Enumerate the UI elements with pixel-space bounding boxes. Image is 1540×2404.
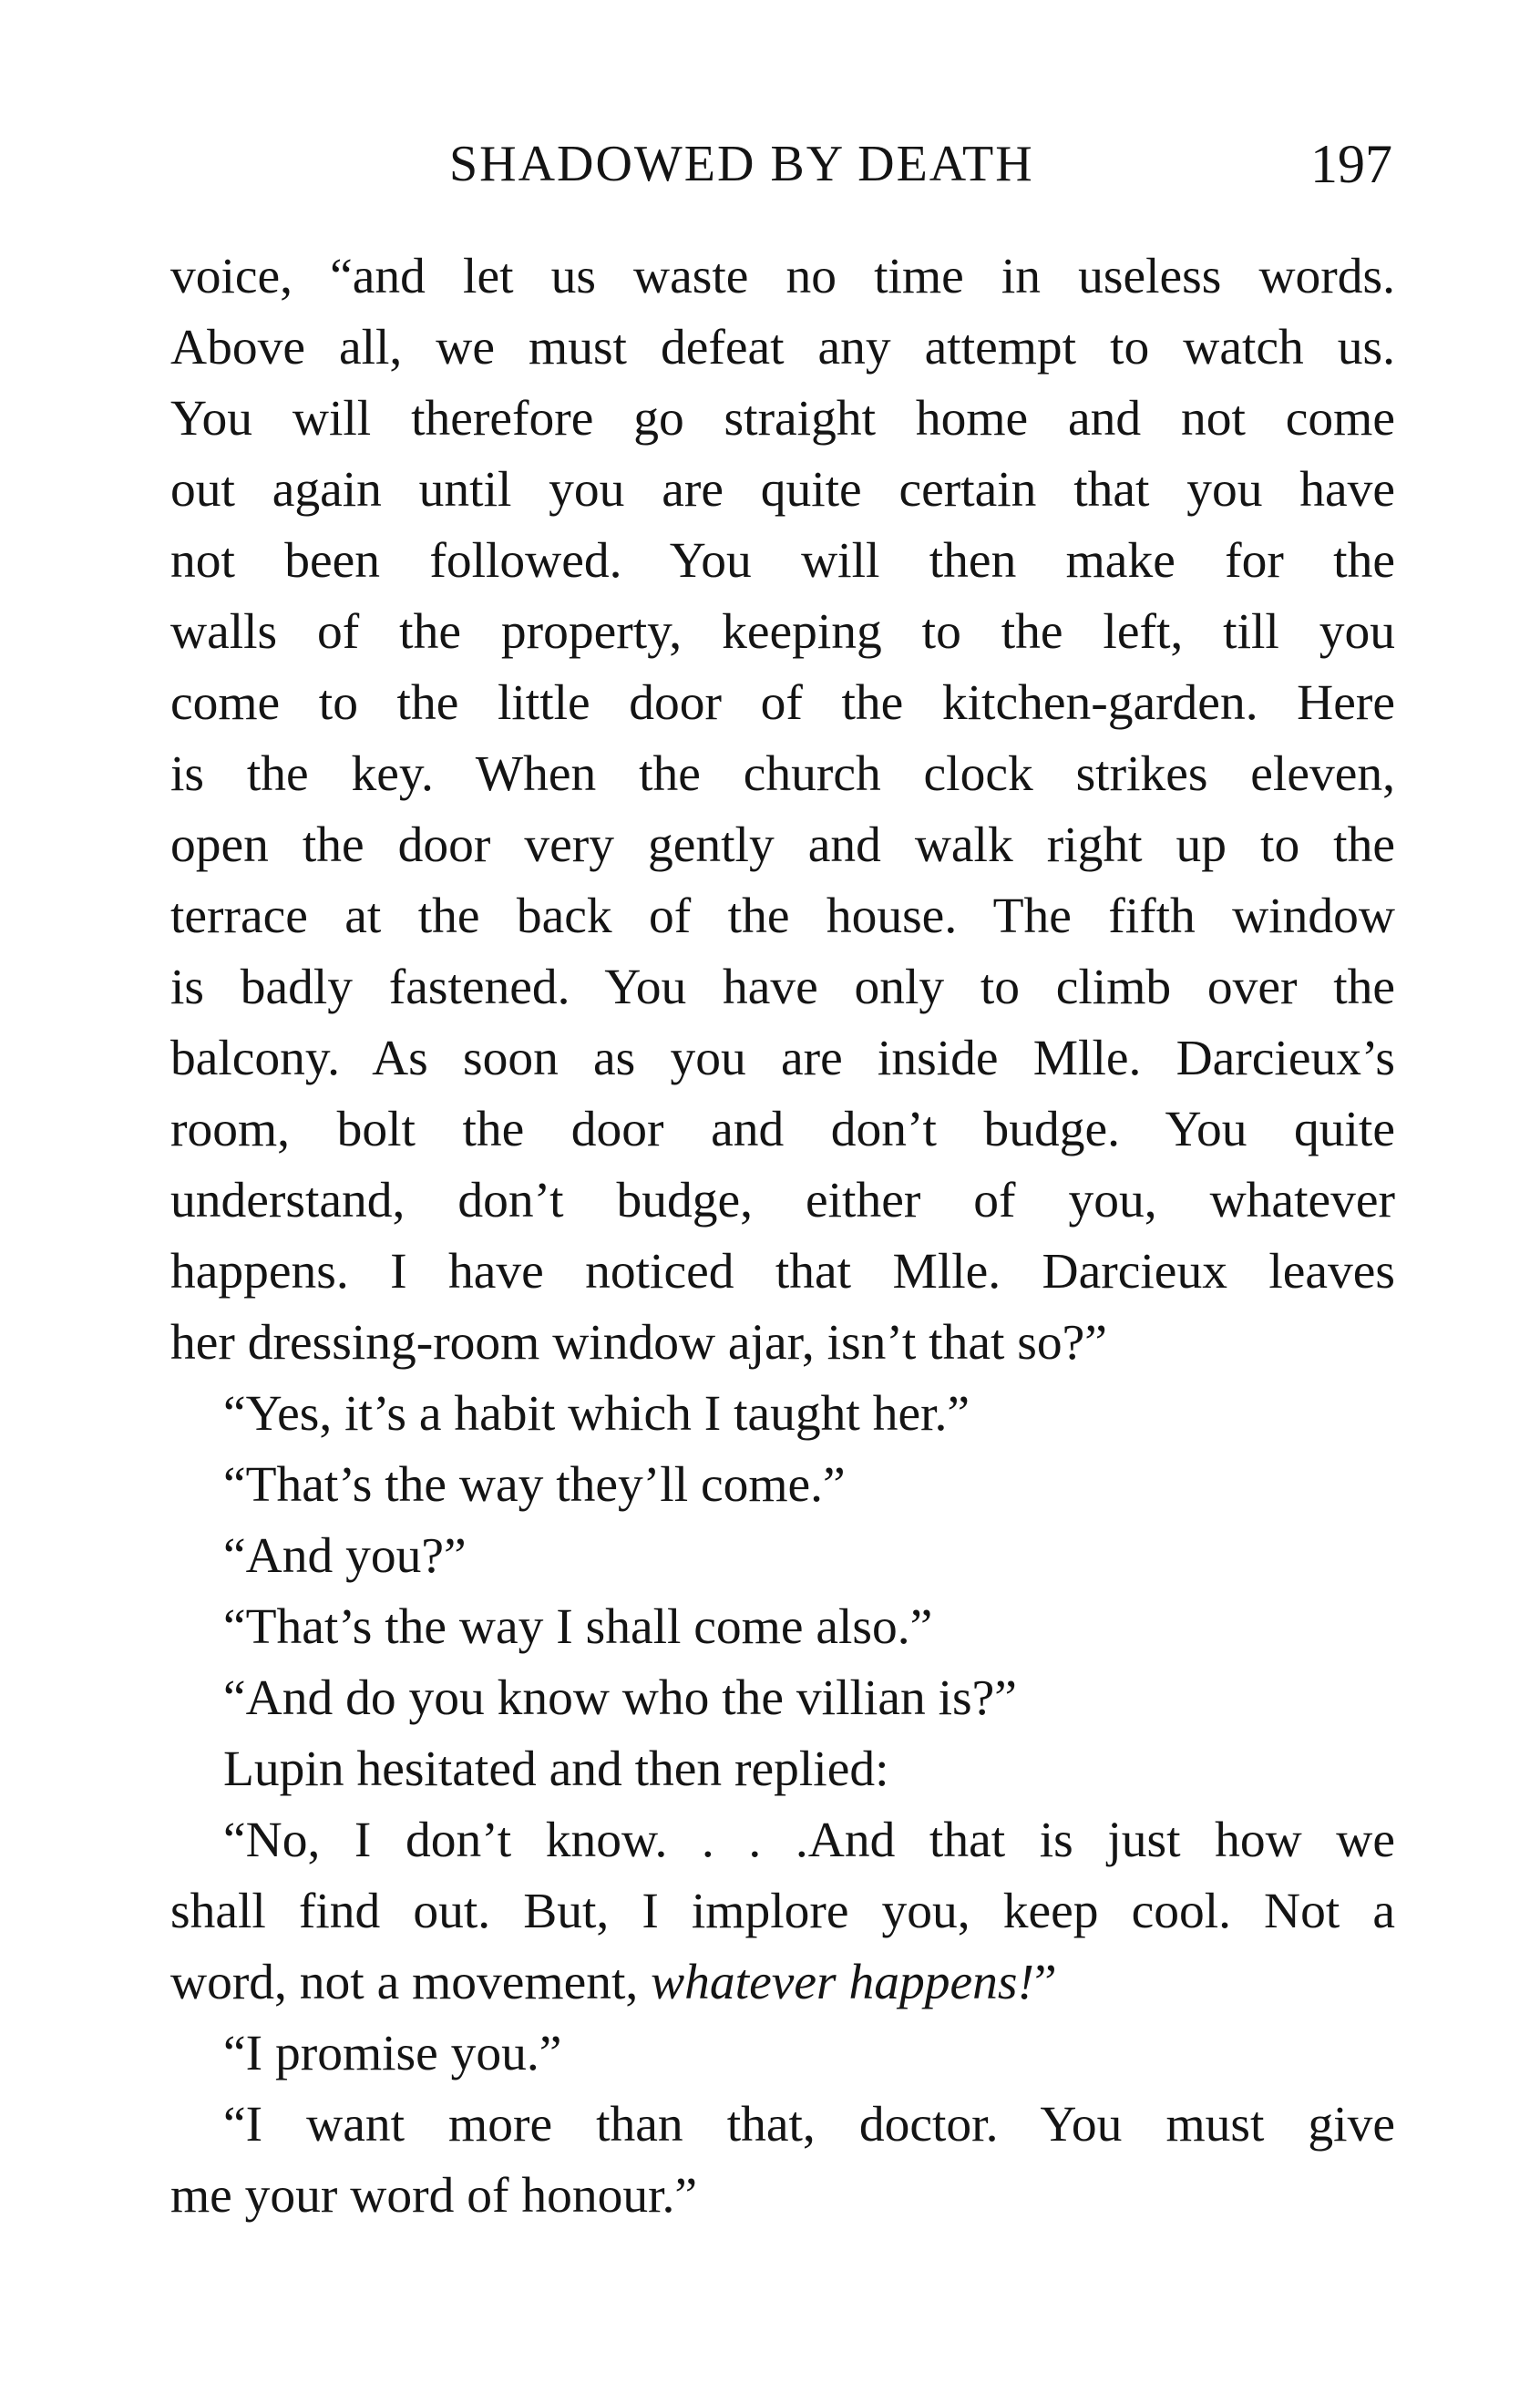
text-line: You will therefore go straight home and not come [170, 391, 1395, 447]
dialogue-line: “And do you know who the villian is?” [223, 1670, 1017, 1726]
dialogue-line: “That’s the way they’ll come.” [223, 1457, 846, 1513]
text-line: terrace at the back of the house. The fifth window [170, 889, 1395, 944]
text-line: balcony. As soon as you are inside Mlle. Darcieux’s [170, 1031, 1395, 1086]
dialogue-line: “That’s the way I shall come also.” [223, 1599, 933, 1655]
dialogue-line: “I promise you.” [223, 2026, 562, 2081]
text-line: voice, “and let us waste no time in useless words. [170, 249, 1395, 304]
text-segment: word, not a movement, [170, 1955, 639, 2010]
text-line: out again until you are quite certain that you have [170, 462, 1395, 518]
dialogue-line: “No, I don’t know. . . .And that is just how we [223, 1813, 1395, 1868]
text-line: is badly fastened. You have only to climb over the [170, 960, 1395, 1015]
running-title: SHADOWED BY DEATH [449, 136, 1034, 192]
page-number: 197 [1310, 134, 1392, 194]
text-line: not been followed. You will then make for the [170, 533, 1395, 589]
narration-line: Lupin hesitated and then replied: [223, 1741, 889, 1797]
dialogue-line: “I want more than that, doctor. You must give [223, 2097, 1395, 2152]
dialogue-line: “And you?” [223, 1528, 467, 1584]
body-text [170, 241, 1395, 2232]
text-line: Above all, we must defeat any attempt to watch us. [170, 320, 1395, 375]
text-line: open the door very gently and walk right up to the [170, 817, 1395, 873]
text-line: shall find out. But, I implore you, keep cool. Not a [170, 1884, 1395, 1939]
text-line [170, 1947, 1395, 2019]
text-line: come to the little door of the kitchen-garden. Here [170, 675, 1395, 731]
running-head [0, 128, 1540, 200]
text-line: understand, don’t budge, either of you, whatever [170, 1173, 1395, 1228]
text-line: is the key. When the church clock strikes eleven, [170, 746, 1395, 802]
text-line: her dressing-room window ajar, isn’t that so?” [170, 1315, 1107, 1371]
text-line: me your word of honour.” [170, 2168, 698, 2224]
closing-quote: ” [1033, 1955, 1057, 2010]
text-line: happens. I have noticed that Mlle. Darcieux leaves [170, 1244, 1395, 1300]
italic-emphasis: whatever happens! [651, 1955, 1034, 2010]
text-line: room, bolt the door and don’t budge. You quite [170, 1102, 1395, 1157]
dialogue-line: “Yes, it’s a habit which I taught her.” [223, 1386, 970, 1442]
text-line: walls of the property, keeping to the left, till you [170, 604, 1395, 660]
